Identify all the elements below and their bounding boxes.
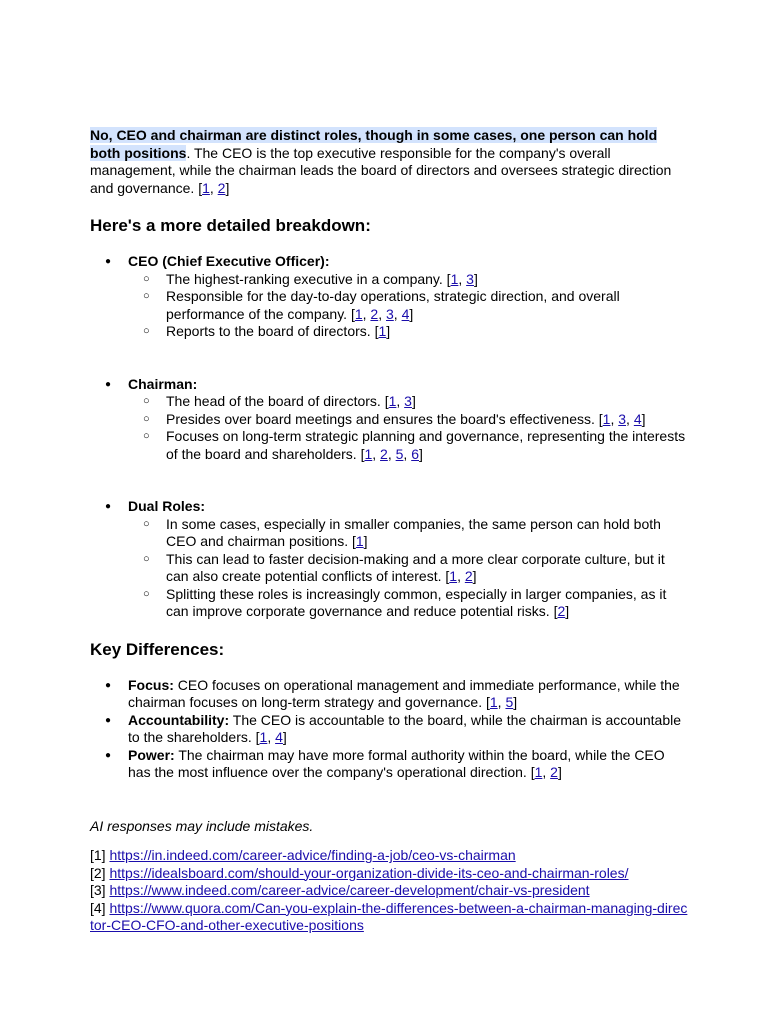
list-item: [128, 323, 690, 341]
reference-number: [3]: [90, 882, 110, 898]
citation-group: [1]: [374, 323, 391, 339]
list-item-accountability: [90, 712, 690, 747]
citation-link[interactable]: 1: [355, 533, 364, 549]
citation-link[interactable]: 2: [550, 764, 558, 780]
reference-item: [90, 900, 690, 935]
intro-highlight: No, CEO and chairman are distinct roles, though in some cases, one person can hold both positions: [90, 127, 658, 161]
reference-link[interactable]: https://www.quora.com/Can-you-explain-the-differences-between-a-chairman-managing-director-CEO-CFO-and-other-executive-positions: [90, 899, 688, 933]
citation-link[interactable]: 4: [401, 305, 410, 322]
reference-link[interactable]: https://idealsboard.com/should-your-organization-divide-its-ceo-and-chairman-roles/: [109, 864, 629, 881]
list-item: [128, 516, 690, 551]
reference-item: [90, 865, 690, 883]
differences-heading: Key Differences:: [90, 639, 225, 659]
citation-link[interactable]: 1: [259, 729, 268, 745]
disclaimer: AI responses may include mistakes.: [90, 817, 314, 834]
list-item: [128, 271, 690, 289]
citation-group: [1, 2]: [445, 568, 477, 584]
item-text: The head of the board of directors.: [166, 393, 385, 409]
citation-link[interactable]: 5: [395, 445, 404, 462]
accountability-label: Accountability:: [128, 711, 230, 728]
citation-link[interactable]: 3: [466, 270, 474, 287]
intro-text: . The CEO is the top executive responsible for the company's overall management, while the chairman leads the board of directors and oversees strategic direction and governance.: [90, 144, 672, 196]
item-text: Focuses on long-term strategic planning and governance, representing the interests of the board and shareholders.: [166, 428, 686, 462]
item-text: The chairman may have more formal authority within the board, while the CEO has the most influence over the company's operational direction.: [128, 746, 665, 780]
breakdown-list: [90, 253, 690, 621]
citation-link[interactable]: 4: [633, 410, 642, 427]
citation-group: [1, 2]: [198, 179, 230, 196]
citation-link[interactable]: 3: [386, 305, 394, 322]
citation-link[interactable]: 1: [534, 764, 543, 780]
citation-group: [1, 3, 4]: [598, 410, 646, 427]
document-content: [90, 127, 690, 935]
citation-link[interactable]: 2: [380, 445, 388, 462]
references-list: [90, 847, 690, 935]
list-item-focus: [90, 677, 690, 712]
item-text: CEO focuses on operational management and immediate performance, while the chairman focuses on long-term strategy and governance.: [128, 676, 680, 710]
ceo-sublist: [128, 271, 690, 341]
dual-roles-label: Dual Roles:: [128, 498, 206, 514]
chairman-label: Chairman:: [128, 375, 198, 392]
citation-link[interactable]: 2: [217, 179, 226, 196]
reference-item: [90, 882, 690, 900]
citation-link[interactable]: 1: [489, 694, 498, 710]
item-text: Responsible for the day-to-day operations, strategic direction, and overall performance of the company.: [166, 288, 620, 322]
citation-group: [1, 4]: [255, 729, 287, 745]
reference-number: [4]: [90, 899, 110, 916]
list-item: [128, 428, 690, 463]
citation-group: [1, 2]: [530, 764, 562, 780]
item-text: The CEO is accountable to the board, while the chairman is accountable to the shareholders.: [128, 711, 682, 745]
ceo-label: CEO (Chief Executive Officer):: [128, 253, 330, 269]
list-item: [128, 393, 690, 411]
citation-group: [1, 3]: [446, 270, 478, 287]
reference-number: [2]: [90, 864, 110, 881]
citation-group: [1, 2, 3, 4]: [350, 305, 414, 322]
intro-paragraph: [90, 127, 690, 197]
list-item-power: [90, 747, 690, 782]
reference-number: [1]: [90, 847, 110, 863]
citation-group: [1, 3]: [384, 393, 416, 409]
list-item: [128, 288, 690, 323]
breakdown-heading: Here's a more detailed breakdown:: [90, 216, 371, 235]
citation-link[interactable]: 2: [557, 603, 566, 619]
reference-link[interactable]: https://www.indeed.com/career-advice/career-development/chair-vs-president: [109, 882, 590, 898]
dual-roles-sublist: [128, 516, 690, 621]
item-text: This can lead to faster decision-making and a more clear corporate culture, but it can also create potential conflicts of interest.: [166, 550, 665, 584]
citation-group: [1]: [351, 533, 368, 549]
item-text: In some cases, especially in smaller companies, the same person can hold both CEO and chairman positions.: [166, 515, 661, 549]
citation-link[interactable]: 2: [370, 305, 379, 322]
citation-link[interactable]: 1: [378, 323, 387, 339]
item-text: Reports to the board of directors.: [166, 323, 375, 339]
citation-link[interactable]: 1: [388, 393, 397, 409]
citation-link[interactable]: 1: [602, 410, 611, 427]
citation-link[interactable]: 1: [202, 179, 210, 196]
power-label: Power:: [128, 746, 175, 763]
reference-link[interactable]: https://in.indeed.com/career-advice/finding-a-job/ceo-vs-chairman: [109, 847, 516, 863]
item-text: The highest-ranking executive in a company.: [166, 270, 447, 287]
citation-link[interactable]: 1: [364, 445, 373, 462]
citation-link[interactable]: 5: [505, 694, 514, 710]
reference-item: [90, 847, 690, 865]
differences-list: [90, 677, 690, 782]
citation-group: [2]: [553, 603, 570, 619]
list-item-ceo: [90, 253, 690, 341]
chairman-sublist: [128, 393, 690, 463]
citation-link[interactable]: 6: [411, 445, 419, 462]
item-text: Presides over board meetings and ensures the board's effectiveness.: [166, 410, 599, 427]
citation-link[interactable]: 3: [618, 410, 627, 427]
list-item: [128, 551, 690, 586]
citation-group: [1, 5]: [485, 694, 518, 710]
list-item-chairman: [90, 376, 690, 464]
citation-link[interactable]: 2: [464, 568, 473, 584]
citation-link[interactable]: 3: [404, 393, 412, 409]
citation-link[interactable]: 1: [354, 305, 363, 322]
list-item: [128, 411, 690, 429]
item-text: Splitting these roles is increasingly common, especially in larger companies, as it can improve corporate governance and reduce potential risks.: [166, 585, 667, 619]
citation-link[interactable]: 1: [450, 270, 459, 287]
list-item: [128, 586, 690, 621]
citation-group: [1, 2, 5, 6]: [360, 445, 423, 462]
focus-label: Focus:: [128, 676, 174, 693]
list-item-dual-roles: [90, 498, 690, 621]
citation-link[interactable]: 4: [275, 729, 283, 745]
citation-link[interactable]: 1: [449, 568, 458, 584]
